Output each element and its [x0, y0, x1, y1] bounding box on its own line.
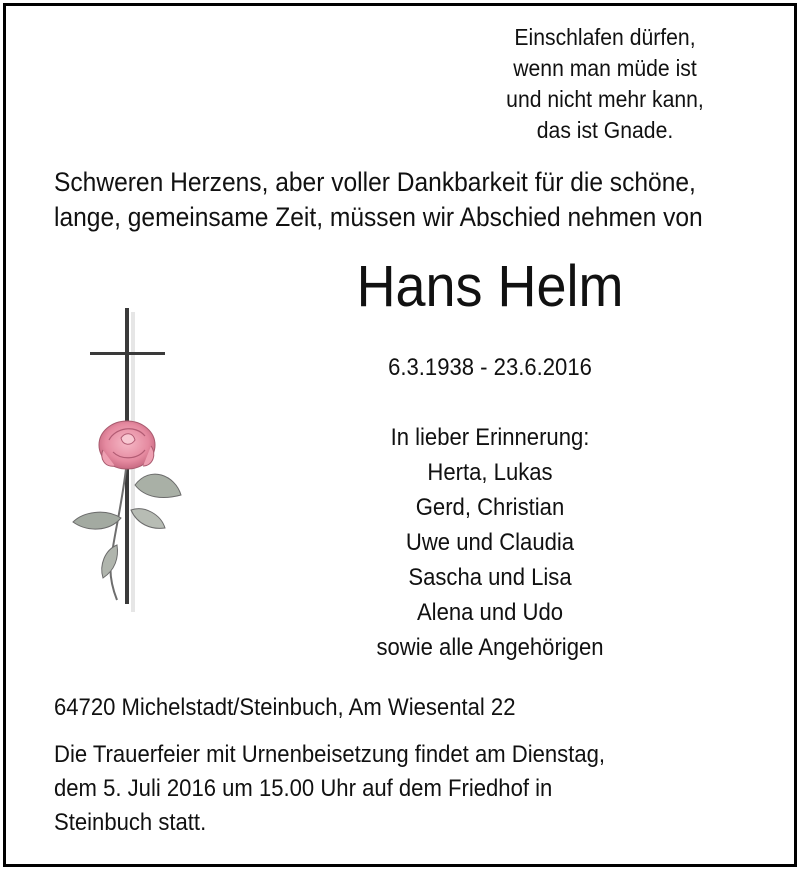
family-member: Alena und Udo: [416, 599, 564, 626]
poem-line: Einschlafen dürfen,: [514, 24, 696, 50]
family-member: Sascha und Lisa: [408, 564, 572, 591]
poem: [467, 22, 743, 146]
cross-rose-icon: [65, 300, 195, 640]
family-heading: In lieber Erinnerung:: [390, 424, 590, 451]
family-member: Uwe und Claudia: [405, 529, 575, 556]
intro-line: lange, gemeinsame Zeit, müssen wir Abschied nehmen von: [54, 202, 703, 232]
poem-line: das ist Gnade.: [536, 117, 674, 143]
family-member: sowie alle Angehörigen: [376, 634, 604, 661]
ceremony-notice: [54, 738, 698, 840]
family-member: Herta, Lukas: [427, 459, 553, 486]
ceremony-line: Steinbuch statt.: [54, 809, 207, 836]
intro-text: [54, 165, 703, 235]
ceremony-line: dem 5. Juli 2016 um 15.00 Uhr auf dem Friedhof in: [54, 775, 553, 802]
poem-line: und nicht mehr kann,: [506, 86, 704, 112]
family-list: [343, 420, 637, 665]
intro-line: Schweren Herzens, aber voller Dankbarkeit für die schöne,: [54, 167, 696, 197]
ceremony-line: Die Trauerfeier mit Urnenbeisetzung findet am Dienstag,: [54, 741, 606, 768]
life-dates: 6.3.1938 - 23.6.2016: [388, 354, 592, 381]
family-member: Gerd, Christian: [415, 494, 565, 521]
address: 64720 Michelstadt/Steinbuch, Am Wiesental 22: [54, 694, 516, 721]
deceased-name: Hans Helm: [356, 254, 624, 319]
poem-line: wenn man müde ist: [513, 55, 697, 81]
